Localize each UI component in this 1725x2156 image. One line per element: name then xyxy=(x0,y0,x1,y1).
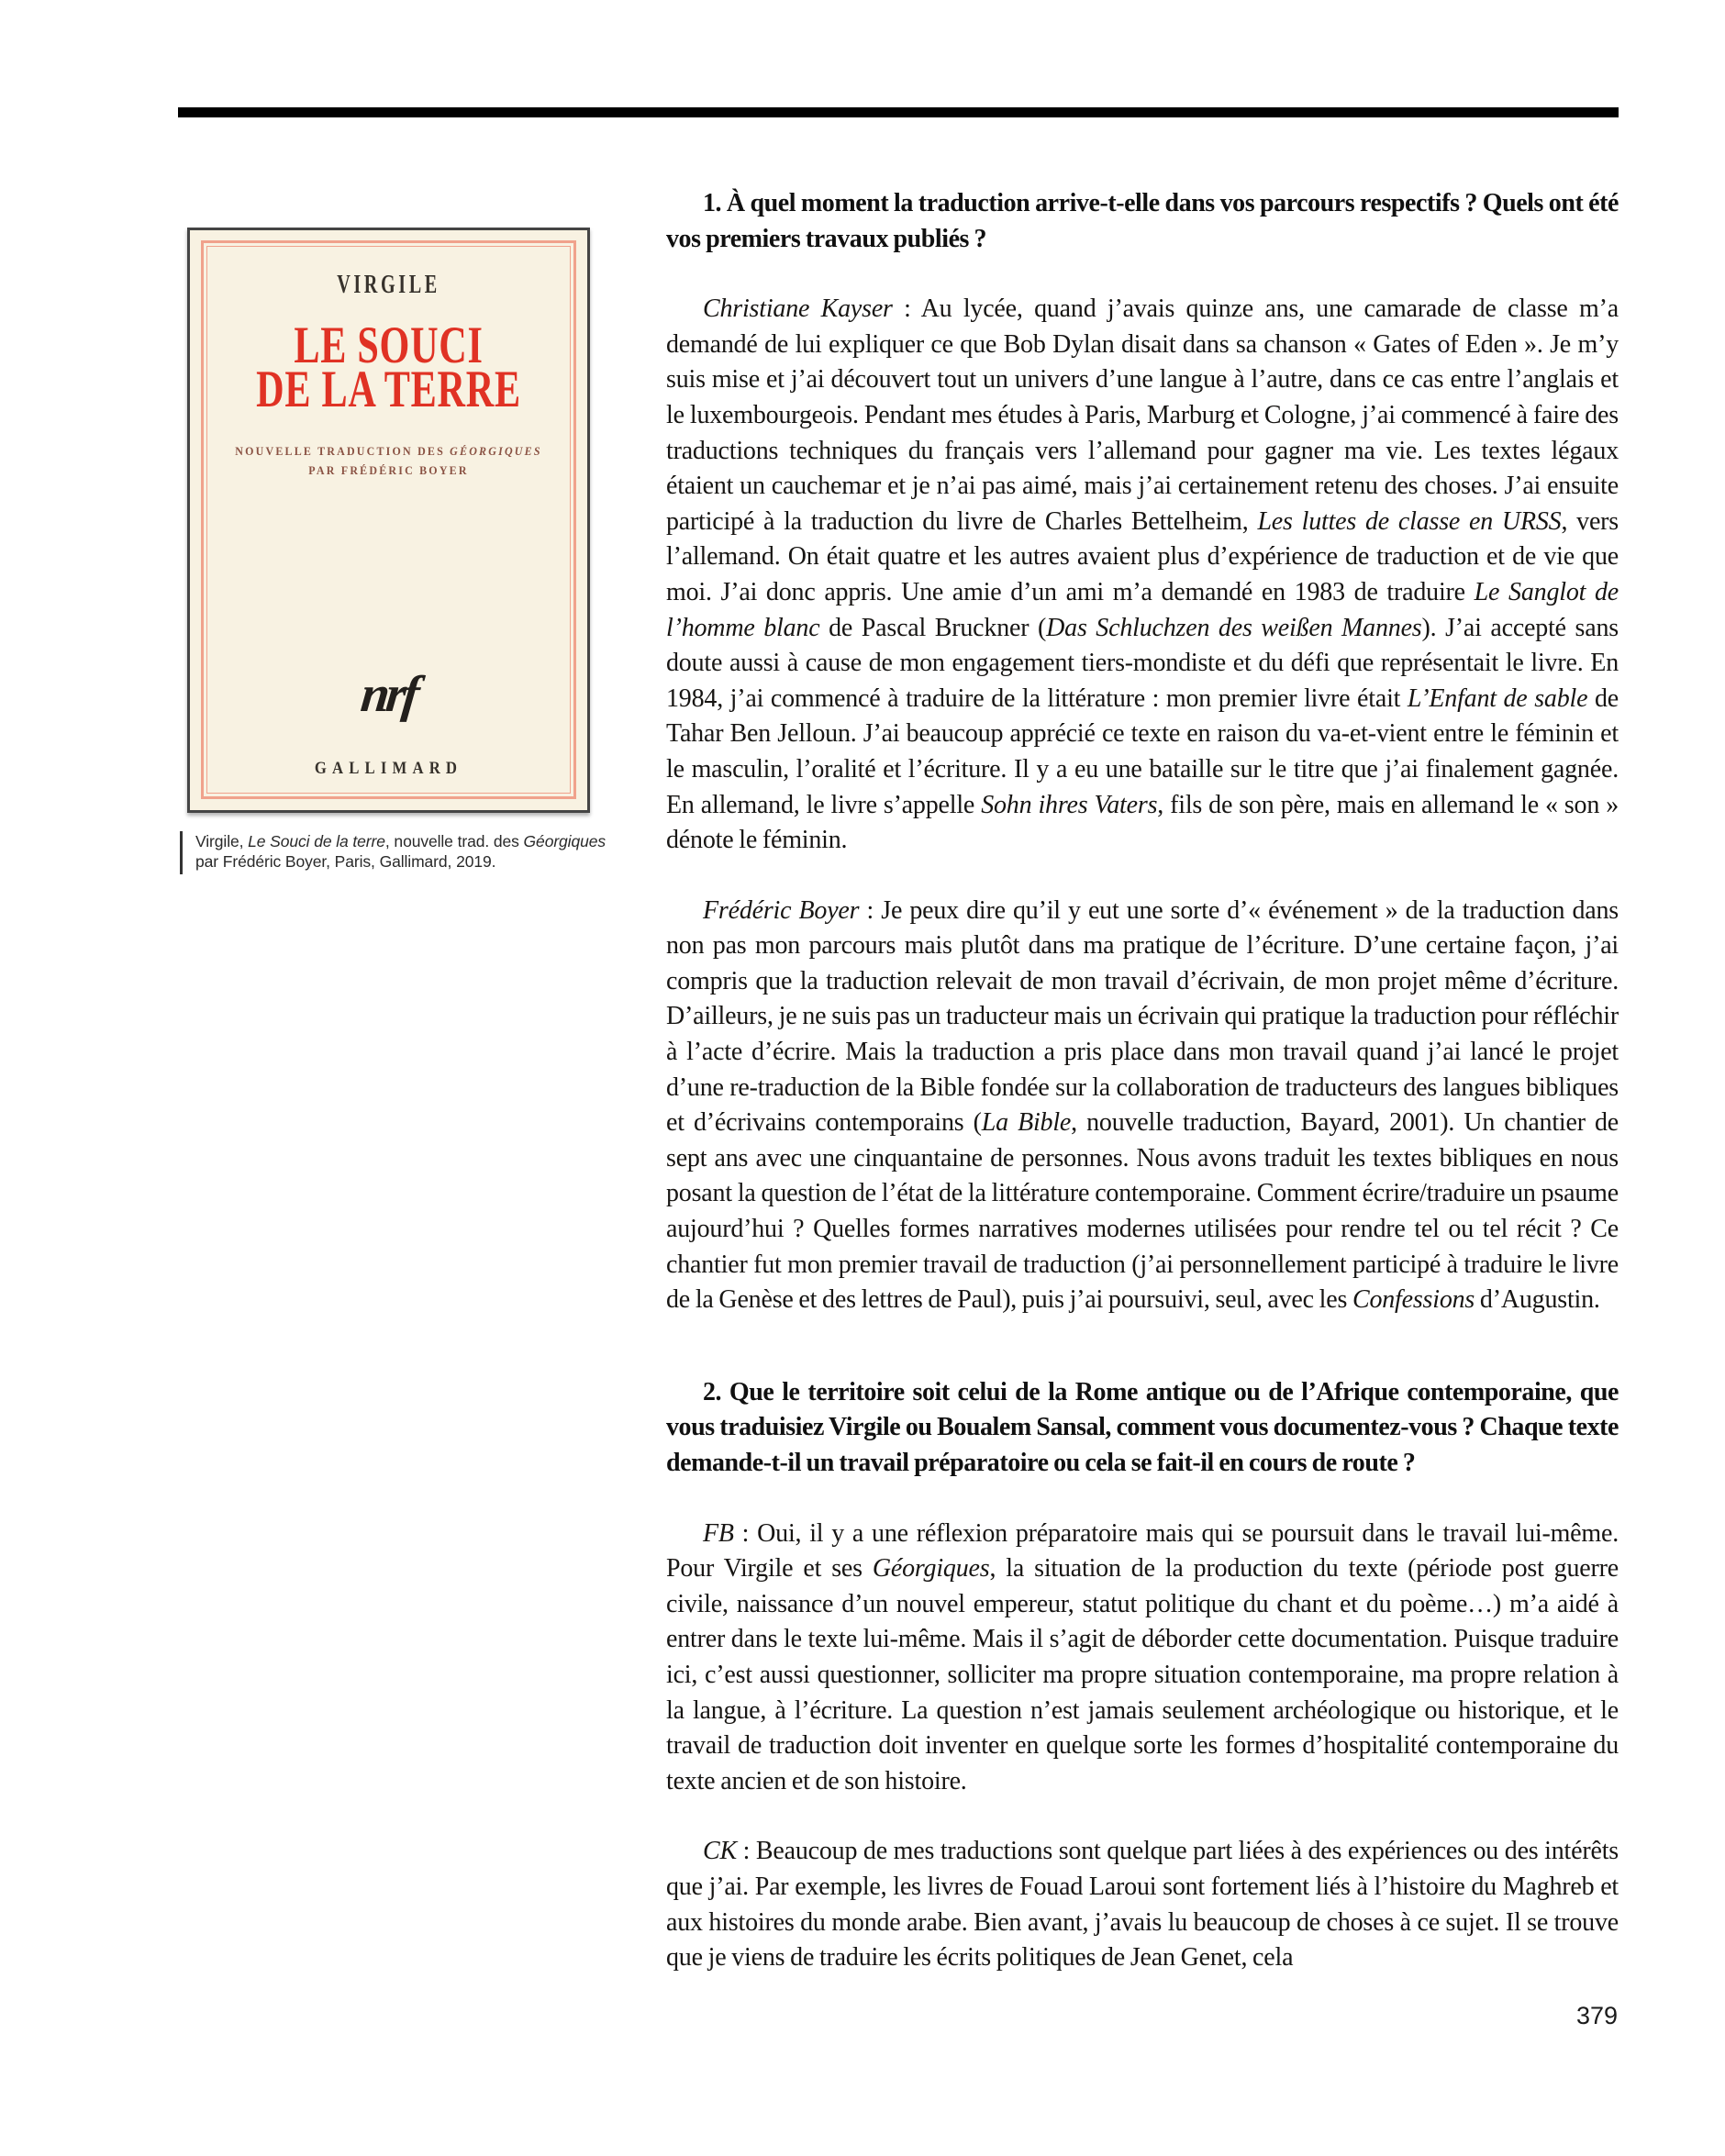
article-body xyxy=(666,186,1619,2011)
cover-subtitle-byline: PAR FRÉDÉRIC BOYER xyxy=(308,463,469,477)
top-rule xyxy=(178,107,1619,117)
paragraph-answer: FB : Oui, il y a une réflexion préparatoire mais qui se poursuit dans le travail lui-même. Pour Virgile et ses Géorgiques, la situation de la production du texte (période post guerre civile, naissance d’un nouvel empereur, statut politique du chant et du poème…) m’a aidé à entrer dans le texte lui-même. Mais il s’agit de déborder cette documentation. Puisque traduire ici, c’est aussi questionner, solliciter ma propre situation contemporaine, ma propre relation à la langue, à l’écriture. La question n’est jamais seulement archéologique ou historique, et le travail de traduction doit inventer en quelque sorte les formes d’hospitalité contemporaine du texte ancien et de son histoire. xyxy=(666,1518,1619,1795)
cover-title-line2: DE LA TERRE xyxy=(256,361,521,418)
cover-subtitle-work: GÉORGIQUES xyxy=(450,444,542,458)
paragraph-question: 1. À quel moment la traduction arrive-t-elle dans vos parcours respectifs ? Quels ont été vos premiers travaux publiés ? xyxy=(666,189,1619,253)
caption-text: Virgile, Le Souci de la terre, nouvelle trad. des Géorgiques par Frédéric Boyer, Paris, Gallimard, 2019. xyxy=(195,832,607,871)
book-cover xyxy=(187,228,590,813)
paragraph-answer: CK : Beaucoup de mes traductions sont quelque part liées à des expériences ou des intérêts que j’ai. Par exemple, les livres de Fouad Laroui sont fortement liés à l’histoire du Maghreb et aux histoires du monde arabe. Bien avant, j’avais lu beaucoup de choses à ce sujet. Il se trouve que je viens de traduire les écrits politiques de Jean Genet, cela xyxy=(666,1837,1619,1973)
cover-publisher: GALLIMARD xyxy=(314,759,463,778)
paragraph-question: 2. Que le territoire soit celui de la Rome antique ou de l’Afrique contemporaine, que vous traduisiez Virgile ou Boualem Sansal, comment vous documentez-vous ? Chaque texte demande-t-il un travail préparatoire ou cela se fait-il en cours de route ? xyxy=(666,1377,1619,1477)
cover-title xyxy=(241,317,535,418)
paragraph-answer: Christiane Kayser : Au lycée, quand j’avais quinze ans, une camarade de classe m’a demandé de lui expliquer ce que Bob Dylan disait dans sa chanson « Gates of Eden ». Je m’y suis mise et j’ai découvert tout un univers d’une langue à l’autre, dans ce cas entre l’anglais et le luxembourgeois. Pendant mes études à Paris, Marburg et Cologne, j’ai commencé à faire des traductions techniques du français vers l’allemand pour gagner ma vie. Les textes légaux étaient un cauchemar et je n’ai pas aimé, mais j’ai certainement retenu des choses. J’ai ensuite participé à la traduction du livre de Charles Bettelheim, Les luttes de classe en URSS, vers l’allemand. On était quatre et les autres avaient plus d’expérience de traduction et de vie que moi. J’ai donc appris. Une amie d’un ami m’a demandé en 1983 de traduire Le Sanglot de l’homme blanc de Pascal Bruckner (Das Schluchzen des weißen Mannes). J’ai accepté sans doute aussi à cause de mon engagement tiers-mondiste et du défi que représentait le livre. En 1984, j’ai commencé à traduire de la littérature : mon premier livre était L’Enfant de sable de Tahar Ben Jelloun. J’ai beaucoup apprécié ce texte en raison du va-et-vient entre le féminin et le masculin, l’oralité et l’écriture. Il y a eu une bataille sur le titre que j’ai finalement gagnée. En allemand, le livre s’appelle Sohn ihres Vaters, fils de son père, mais en allemand le « son » dénote le féminin. xyxy=(666,295,1619,855)
nrf-logo: nrf xyxy=(358,666,419,723)
figure-caption xyxy=(180,831,620,874)
page-number: 379 xyxy=(1575,2002,1618,2029)
cover-title-line1: LE SOUCI xyxy=(294,317,484,374)
cover-subtitle xyxy=(206,441,571,480)
cover-subtitle-prefix: NOUVELLE TRADUCTION DES xyxy=(235,444,451,458)
caption-rule xyxy=(180,831,183,874)
paragraph-answer: Frédéric Boyer : Je peux dire qu’il y eut une sorte d’« événement » de la traduction dans non pas mon parcours mais plutôt dans ma pratique de l’écriture. D’une certaine façon, j’ai compris que la traduction relevait de mon travail d’écrivain, de mon projet même d’écriture. D’ailleurs, je ne suis pas un traducteur mais un écrivain qui pratique la traduction pour réfléchir à l’acte d’écrire. Mais la traduction a pris place dans mon travail quand j’ai lancé le projet d’une re-traduction de la Bible fondée sur la collaboration de traducteurs des langues bibliques et d’écrivains contemporains (La Bible, nouvelle traduction, Bayard, 2001). Un chantier de sept ans avec une cinquantaine de personnes. Nous avons traduit les textes bibliques en nous posant la question de l’état de la littérature contemporaine. Comment écrire/traduire un psaume aujourd’hui ? Quelles formes narratives modernes utilisées pour rendre tel ou tel récit ? Ce chantier fut mon premier travail de traduction (j’ai personnellement participé à traduire le livre de la Genèse et des lettres de Paul), puis j’ai poursuivi, seul, avec les Confessions d’Augustin. xyxy=(666,895,1619,1315)
cover-author: VIRGILE xyxy=(337,271,440,299)
